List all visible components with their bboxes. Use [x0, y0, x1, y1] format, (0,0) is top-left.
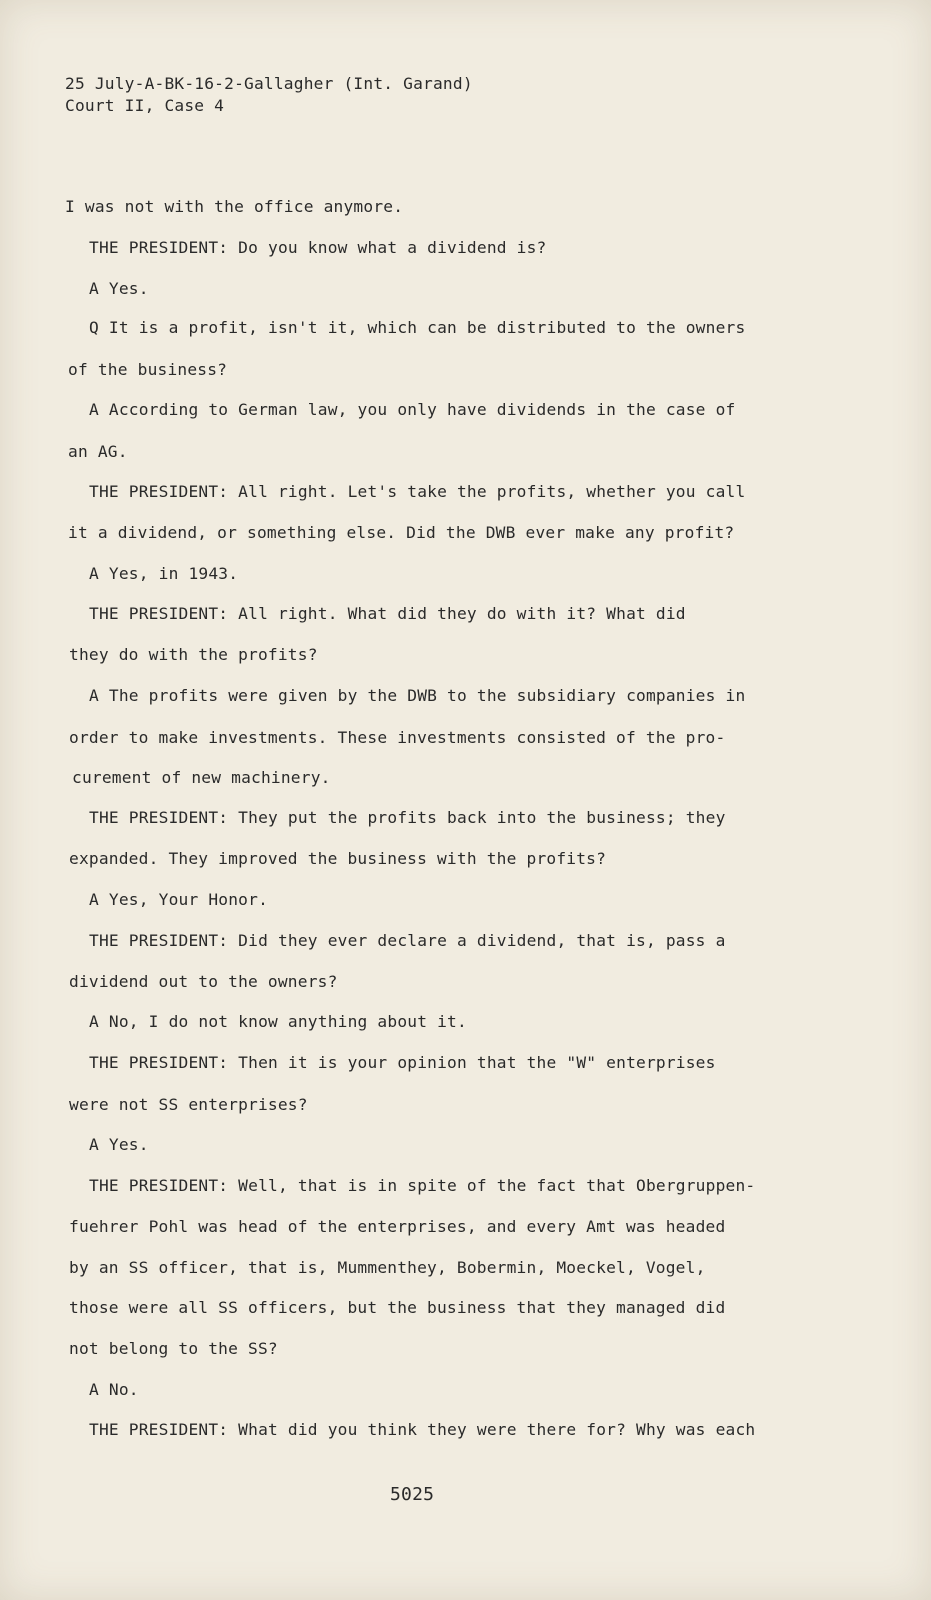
transcript-line: A According to German law, you only have dividends in the case of: [89, 400, 736, 419]
transcript-line: THE PRESIDENT: Then it is your opinion that the "W" enterprises: [89, 1053, 716, 1072]
transcript-line: THE PRESIDENT: Well, that is in spite of the fact that Obergruppen-: [89, 1176, 756, 1195]
transcript-line: order to make investments. These investments consisted of the pro-: [69, 728, 726, 747]
transcript-line: by an SS officer, that is, Mummenthey, Bobermin, Moeckel, Vogel,: [69, 1258, 706, 1277]
transcript-line: A Yes.: [89, 1135, 149, 1154]
transcript-line: THE PRESIDENT: All right. Let's take the profits, whether you call: [89, 482, 746, 501]
transcript-line: I was not with the office anymore.: [65, 197, 404, 216]
transcript-line: expanded. They improved the business with the profits?: [69, 849, 607, 868]
transcript-line: dividend out to the owners?: [69, 972, 338, 991]
transcript-line: it a dividend, or something else. Did the DWB ever make any profit?: [68, 523, 735, 542]
transcript-line: not belong to the SS?: [69, 1339, 278, 1358]
transcript-line: A The profits were given by the DWB to the subsidiary companies in: [89, 686, 746, 705]
transcript-line: THE PRESIDENT: What did you think they were there for? Why was each: [89, 1420, 756, 1439]
transcript-line: THE PRESIDENT: Did they ever declare a dividend, that is, pass a: [89, 931, 726, 950]
transcript-line: of the business?: [68, 360, 228, 379]
transcript-line: A Yes, in 1943.: [89, 564, 239, 583]
transcript-line: THE PRESIDENT: All right. What did they do with it? What did: [89, 604, 686, 623]
header-line-2: Court II, Case 4: [65, 96, 225, 115]
transcript-line: A Yes, Your Honor.: [89, 890, 269, 909]
transcript-line: those were all SS officers, but the business that they managed did: [69, 1298, 726, 1317]
transcript-line: A Yes.: [89, 279, 149, 298]
transcript-line: fuehrer Pohl was head of the enterprises, and every Amt was headed: [69, 1217, 726, 1236]
transcript-line: THE PRESIDENT: They put the profits back into the business; they: [89, 808, 726, 827]
header-line-1: 25 July-A-BK-16-2-Gallagher (Int. Garand): [65, 74, 473, 93]
transcript-line: were not SS enterprises?: [69, 1095, 308, 1114]
transcript-line: curement of new machinery.: [72, 768, 331, 787]
transcript-line: A No.: [89, 1380, 139, 1399]
transcript-line: an AG.: [68, 442, 128, 461]
transcript-line: they do with the profits?: [69, 645, 318, 664]
transcript-line: A No, I do not know anything about it.: [89, 1012, 467, 1031]
transcript-line: THE PRESIDENT: Do you know what a dividend is?: [89, 238, 547, 257]
transcript-line: Q It is a profit, isn't it, which can be distributed to the owners: [89, 318, 746, 337]
page-number: 5025: [390, 1484, 435, 1505]
